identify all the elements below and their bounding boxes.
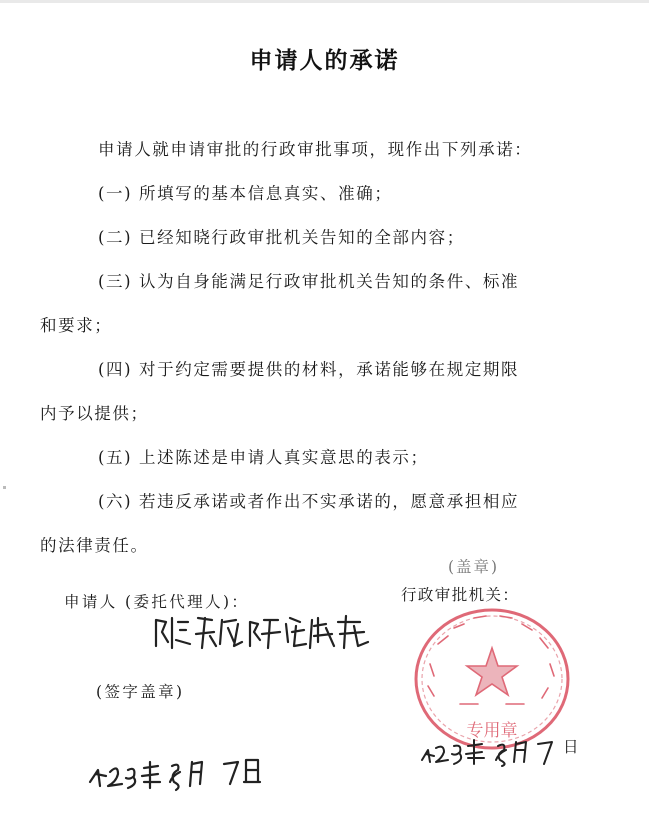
applicant-label: 申请人 (委托代理人)：: [64, 593, 250, 611]
day-character: 日: [563, 738, 579, 756]
document-title: 申请人的承诺: [249, 47, 400, 74]
agency-label: 行政审批机关：: [401, 586, 520, 604]
item-4-line-1: (四) 对于约定需要提供的材料，承诺能够在规定期限: [98, 360, 520, 379]
agency-handwritten-date: [418, 734, 560, 768]
seal-note: (盖章): [448, 558, 500, 576]
top-border: [0, 0, 649, 3]
item-1: (一) 所填写的基本信息真实、准确；: [98, 184, 393, 203]
scan-speck: [3, 486, 6, 489]
item-3-line-2: 和要求；: [40, 316, 113, 335]
item-5: (五) 上述陈述是申请人真实意思的表示；: [98, 448, 429, 467]
item-4-line-2: 内予以提供；: [40, 404, 149, 423]
sign-and-seal-note: (签字盖章): [96, 683, 185, 701]
item-3-line-1: (三) 认为自身能满足行政审批机关告知的条件、标准: [98, 272, 520, 291]
item-6-line-1: (六) 若违反承诺或者作出不实承诺的，愿意承担相应: [98, 492, 520, 511]
commitment-body: [40, 128, 610, 568]
applicant-handwritten-date: [86, 752, 266, 792]
handwritten-signature: [150, 612, 375, 654]
seal-bottom-text: 专用章: [466, 721, 518, 741]
item-2: (二) 已经知晓行政审批机关告知的全部内容；: [98, 228, 465, 247]
item-6-line-2: 的法律责任。: [40, 536, 149, 555]
official-seal-stamp: [408, 604, 576, 752]
intro-paragraph: 申请人就申请审批的行政审批事项，现作出下列承诺：: [98, 140, 533, 159]
